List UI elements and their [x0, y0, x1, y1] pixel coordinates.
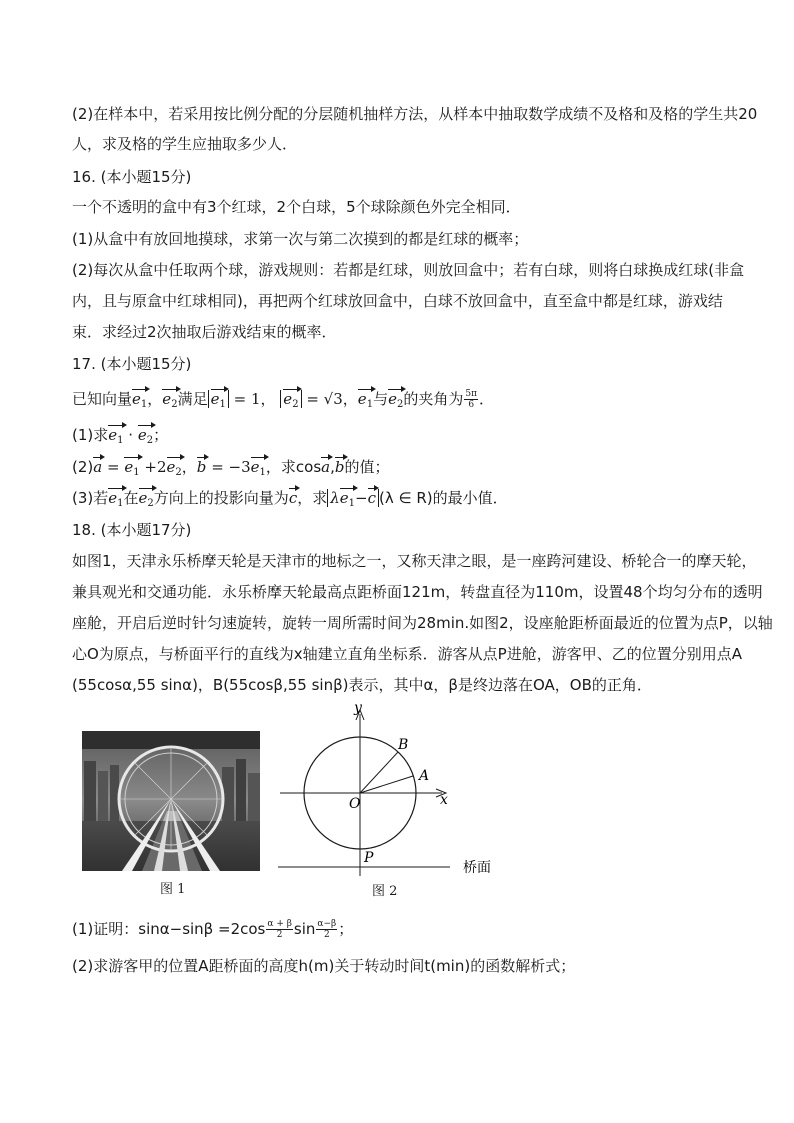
origin-label: O	[349, 796, 361, 812]
q18-part2: (2)求游客甲的位置A距桥面的高度h(m)关于转动时间t(min)的函数解析式；	[72, 957, 576, 975]
q15-part2-line1: (2)在样本中，若采用按比例分配的分层随机抽样方法，从样本中抽取数学成绩不及格和及格的学生共20	[72, 105, 758, 123]
q15-part2-line2: 人，求及格的学生应抽取多少人．	[72, 135, 298, 153]
q18-stem-line5: (55cosα,55 sinα)，B(55cosβ,55 sinβ)表示，其中α，β是终边落在OA，OB的正角．	[72, 676, 652, 694]
q17-heading: 17. (本小题15分)	[72, 355, 192, 373]
q16-stem: 一个不透明的盒中有3个红球，2个白球，5个球除颜色外完全相同．	[72, 198, 521, 216]
y-label: y	[354, 700, 362, 716]
q17-part1: (1)求$e_1 \cdot e_2$；	[72, 424, 168, 452]
q17-part2: $(2)a = e_1 +2e_2$，$b = -3e_1$，求cosa,b的值；	[72, 456, 390, 484]
q16-part2-line1: (2)每次从盒中任取两个球，游戏规则：若都是红球，则放回盒中；若有白球，则将白球换成红球(非盒	[72, 261, 745, 279]
q17-part3: (3)若$e_1$在$e_2$方向上的投影向量为c，求 $\lambda e_1-c$ (λ ∈ R)的最小值．	[72, 487, 508, 515]
q18-stem-line1: 如图1，天津永乐桥摩天轮是天津市的地标之一，又称天津之眼，是一座跨河建设、桥轮合一的摩天轮，	[72, 552, 757, 570]
q18-stem-line4: 心O为原点，与桥面平行的直线为x轴建立直角坐标系．游客从点P进舱，游客甲、乙的位置分别用点A	[72, 645, 742, 663]
q16-part1: (1)从盒中有放回地摸球，求第一次与第二次摸到的都是红球的概率；	[72, 230, 529, 248]
figure1-caption: 图 1	[160, 882, 186, 897]
point-b-label: B	[398, 737, 409, 753]
x-label: x	[440, 792, 448, 808]
figure2-caption: 图 2	[372, 884, 398, 899]
q18-heading: 18. (本小题17分)	[72, 521, 192, 539]
q18-part1: (1)证明：sinα−sinβ =2cos $\frac{\alpha + \beta}{2}$ sin $\frac{\alpha-\beta}{2}$ ；	[72, 919, 354, 940]
ferris-wheel-photo-drawing	[82, 731, 260, 871]
q16-part2-line2: 内，且与原盒中红球相同)，再把两个红球放回盒中，白球不放回盒中，直至盒中都是红球，游戏结	[72, 292, 723, 310]
q18-stem-line3: 座舱，开启后逆时针匀速旋转，旋转一周所需时间为28min.如图2，设座舱距桥面最近的位置为点P，以轴	[72, 614, 773, 632]
bridge-label: 桥面	[463, 860, 491, 876]
q17-stem: 已知向量$e_1$，$e_2$满足 $e_1 = 1$， $e_2 = √3$，$e_1$与$e_2$的夹角为 $\frac{5\pi}{6}$ ．	[72, 388, 494, 416]
q16-heading: 16. (本小题15分)	[72, 168, 192, 186]
q16-part2-line3: 束．求经过2次抽取后游戏结束的概率．	[72, 323, 337, 341]
q18-stem-line2: 兼具观光和交通功能．永乐桥摩天轮最高点距桥面121m，转盘直径为110m，设置48个均匀分布的透明	[72, 583, 763, 601]
coordinate-diagram	[270, 700, 510, 900]
point-a-label: A	[419, 768, 430, 784]
ferris-wheel-photo	[82, 731, 260, 871]
point-p-label: P	[364, 850, 374, 866]
